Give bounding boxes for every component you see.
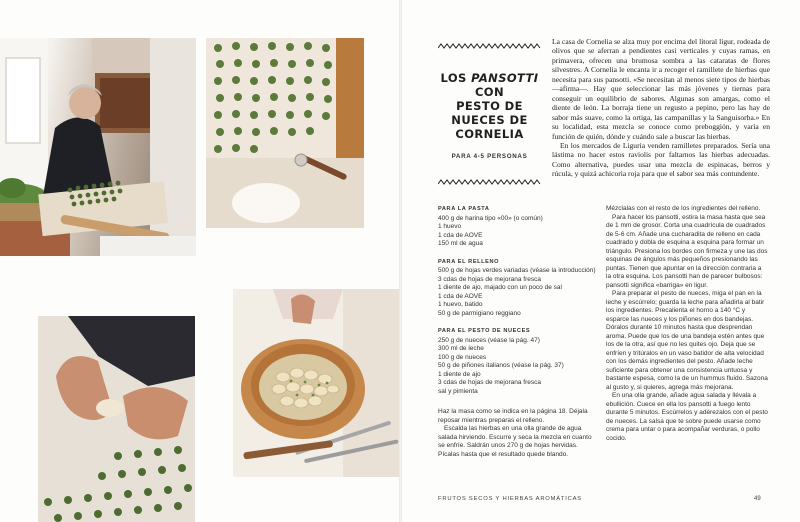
recipe-intro <box>552 37 770 179</box>
method-left-paragraph-2: Escalda las hierbas en una olla grande de agua salada hirviendo. Escurre y seca la mezcla en cuanto se enfríe. Saldrán unos 270 g de hojas hervidas. Pícalas hasta que el resultado quede blando. <box>438 425 592 458</box>
filling-item: 500 g de hojas verdes variadas (véase la introducción) <box>438 267 596 274</box>
filling-item: 50 g de parmigiano reggiano <box>438 309 521 317</box>
photo-woman-rolling-pasta <box>0 38 196 256</box>
filling-item: 1 diente de ajo, majado con un poco de sal <box>438 284 562 291</box>
pasta-item: 1 cda de AOVE <box>438 231 483 239</box>
ingredients-column <box>438 205 598 459</box>
pesto-item: 300 ml de leche <box>438 345 484 352</box>
filling-item: 3 cdas de hojas de mejorana fresca <box>438 275 541 283</box>
recipe-title <box>438 71 541 141</box>
section-footer: FRUTOS SECOS Y HIERBAS AROMÁTICAS <box>438 496 582 502</box>
pesto-heading: PARA EL PESTO DE NUECES <box>438 328 531 334</box>
method-left <box>438 408 598 459</box>
pesto-item: 50 g de piñones italianos (véase la pág. 37) <box>438 362 564 369</box>
pasta-list <box>438 215 598 249</box>
filling-item: 1 cda de AOVE <box>438 292 483 300</box>
title-line2: PESTO DE NUECES DE <box>451 99 528 127</box>
zigzag-divider-top <box>438 43 541 49</box>
pasta-item: 400 g de harina tipo «00» (o común) <box>438 214 543 222</box>
intro-paragraph-1: La casa de Cornelia se alza muy por encima del litoral ligur, rodeada de olivos que se aferran a pendientes casi verticales y cuyas ramas, en primavera, ofrecen una brumosa sombra a las cataratas de flores silvestres. A Cornelia le encanta ir a recoger el ramillete de hierbas que necesita para sus pansotti. «Se necesitan al menos siete tipos de hierbas —afirma—. Hay que seleccionar las más jóvenes y tiernas para conseguir un equilibrio de sabores. Algunas son amargas, como el diente de león. La borraja tiene un regusto a pepino, pero las hay de sabor más suave, como la ortiga, las campanillas y la Sanguisorba.» En su localidad, esta mezcla se conoce como preboggión, y varía en función de quién, dónde y cuándo sale a buscar las hierbas. <box>552 37 770 141</box>
filling-list <box>438 267 598 318</box>
photo-hands-illustration <box>38 316 195 522</box>
photo-bowl-illustration <box>233 289 399 477</box>
pasta-item: 1 huevo <box>438 223 462 230</box>
photo-pansotti-on-board <box>206 38 364 228</box>
photo-woman-illustration <box>0 38 196 256</box>
method-column <box>606 205 768 443</box>
recipe-title-block <box>438 36 541 160</box>
photo-hands-folding <box>38 316 195 522</box>
pesto-list <box>438 337 598 397</box>
method-left-paragraph-1: Haz la masa como se indica en la página 18. Déjala reposar mientras preparas el relleno. <box>438 408 588 424</box>
pesto-item: 100 g de nueces <box>438 353 487 361</box>
title-prefix: LOS <box>440 71 472 85</box>
filling-item: 1 huevo, batido <box>438 301 483 308</box>
pesto-item: sal y pimienta <box>438 387 478 395</box>
page-number: 49 <box>754 496 761 502</box>
pasta-heading: PARA LA PASTA <box>438 206 490 212</box>
method-paragraph-1: Mézclalas con el resto de los ingredientes del relleno. <box>606 205 761 212</box>
pesto-item: 3 cdas de hojas de mejorana fresca <box>438 379 541 386</box>
method-paragraph-4: En una olla grande, añade agua salada y llévala a ebullición. Cuece en ella los pansotti a fuego lento durante 5 minutos. Escúrrelos y adérezalos con el pesto de nueces. La salsa que te sobre puede usarse como crema para untar o para acompañar verduras, o pollo cocido. <box>606 392 768 442</box>
servings-label: PARA 4-5 PERSONAS <box>451 153 528 160</box>
book-gutter <box>399 0 402 522</box>
title-italic: PANSOTTI <box>471 71 539 85</box>
photo-bowl-pansotti <box>233 289 399 477</box>
intro-paragraph-2: En los mercados de Liguria venden ramilletes preparados. Sería una lástima no hacer estos raviolis por faltarnos las hierbas adecuadas. Como alternativa, puedes usar una mezcla de espinacas, berros y rúcula, y quizá achicoria roja para que el sabor sea más contundente. <box>552 140 770 179</box>
title-line3: CORNELIA <box>455 127 524 141</box>
photo-pansotti-illustration <box>206 38 364 228</box>
filling-heading: PARA EL RELLENO <box>438 258 500 265</box>
zigzag-divider-bottom <box>438 179 541 185</box>
method-paragraph-3: Para preparar el pesto de nueces, miga el pan en la leche y escúrrelo; guarda la leche para añadirla al batir los ingredientes. Precalienta el horno a 140 °C y esparce las nueces y los piñones en dos bandejas. Dóralos durante 10 minutos hasta que desprendan aroma. Puede que los de una bandeja estén antes que los de la otra, así que no les quites ojo. Deja que se enfríen y tritúralos en un vaso batidor de alta velocidad con los demás ingredientes del pesto. Añade leche suficiente para obtener una consistencia untuosa y bastante espesa, como la de un hummus fluido. Sazona al gusto y, si quieres, agrega más mejorana. <box>606 290 768 391</box>
pesto-item: 250 g de nueces (véase la pág. 47) <box>438 336 540 344</box>
title-line1-suffix: CON <box>474 85 505 99</box>
pasta-item: 150 ml de agua <box>438 240 483 247</box>
pesto-item: 1 diente de ajo <box>438 370 481 378</box>
method-paragraph-2: Para hacer los pansotti, estira la masa hasta que sea de 1 mm de grosor. Corta una cuadrícula de cuadrados de 5-6 cm. Añade una cucharadita de relleno en cada cuadrado y dobla de esquina a esquina para formar un triángulo. Presiona los bordes con firmeza y une las dos esquinas de ángulos más pequeños presionando las puntas. Tienen que apuntar en la dirección contraria a la otra esquina. Los pansotti han de parecer bulbosos: pansotti significa «barriga» en ligur. <box>606 213 768 289</box>
